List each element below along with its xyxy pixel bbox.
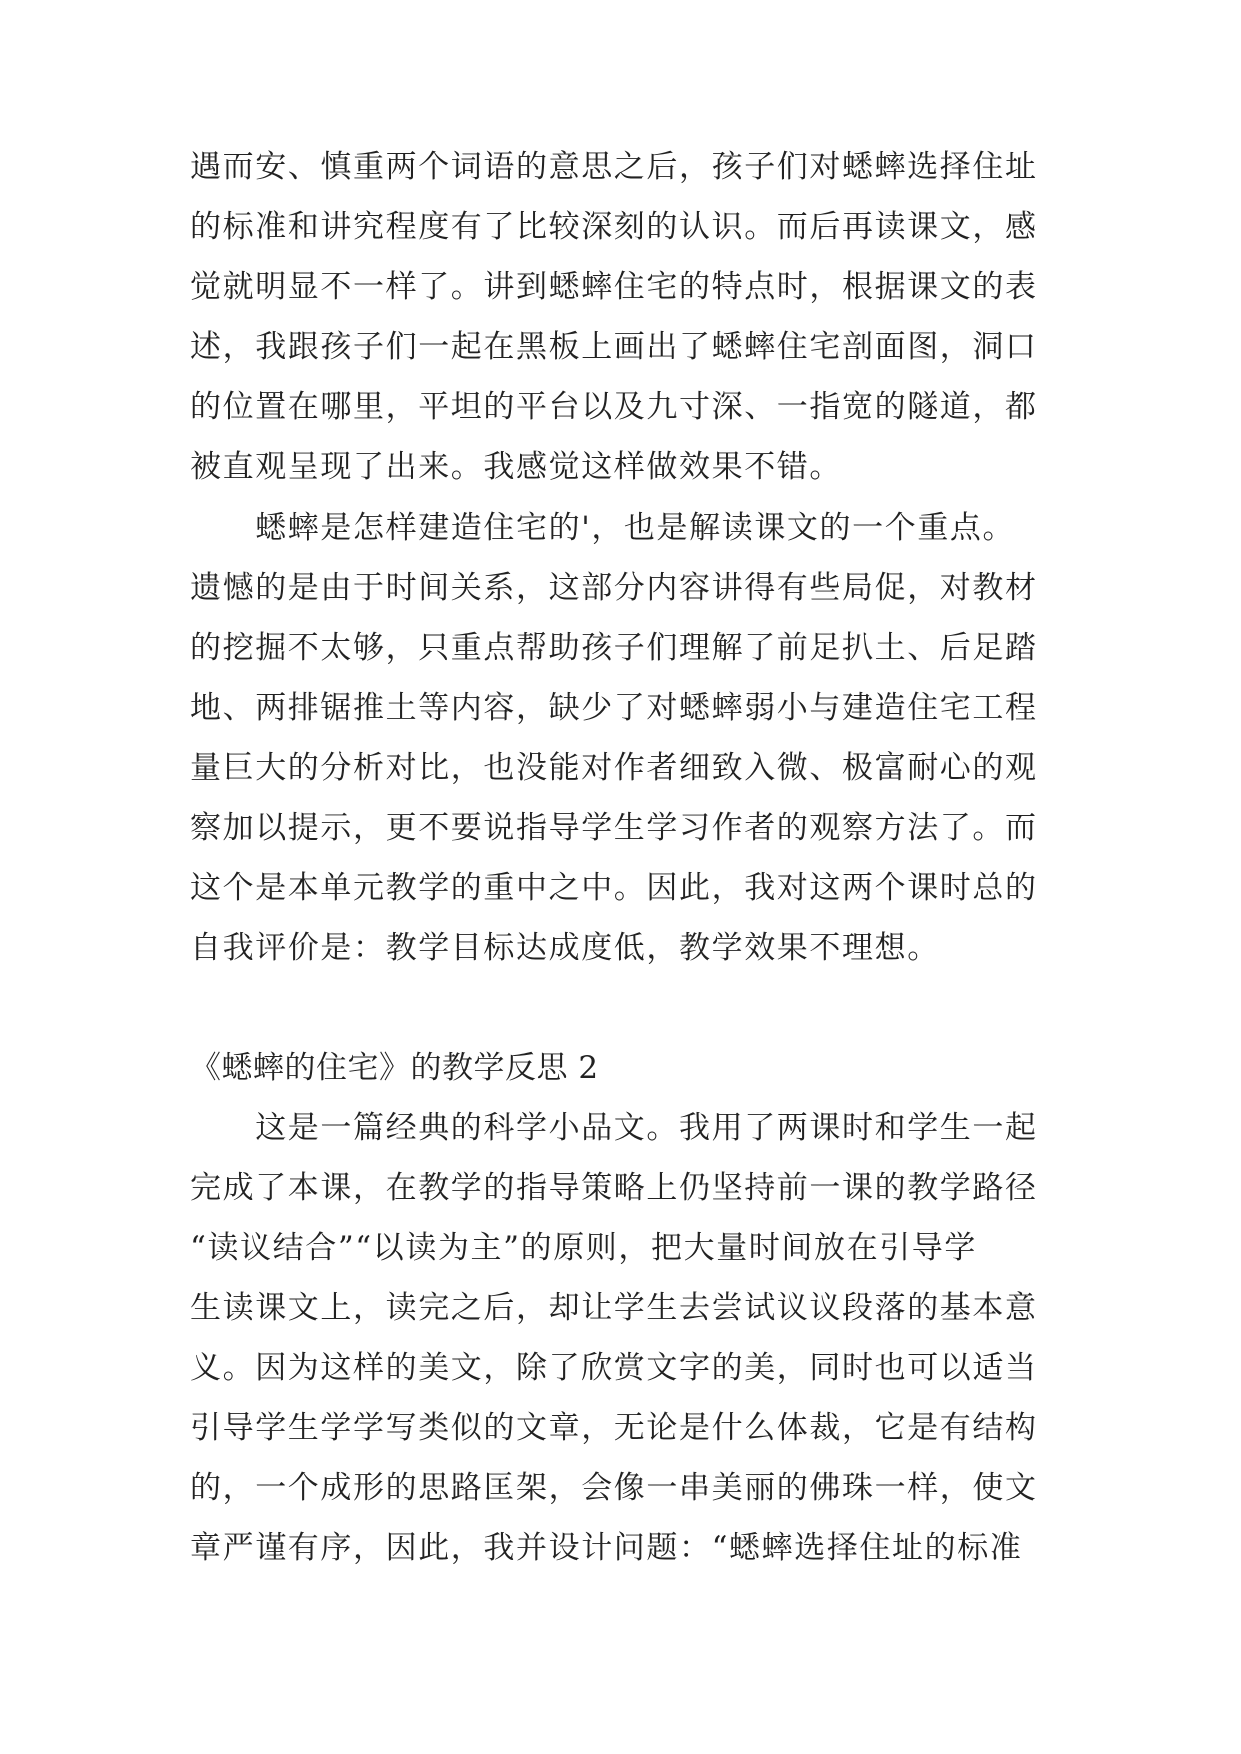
paragraph-1-line-2: 的标准和讲究程度有了比较深刻的认识。而后再读课文，感 xyxy=(190,209,1038,245)
paragraph-3-line-5: 义。因为这样的美文，除了欣赏文字的美，同时也可以适当 xyxy=(190,1350,1038,1386)
paragraph-1-line-6: 被直观呈现了出来。我感觉这样做效果不错。 xyxy=(190,449,842,485)
paragraph-2-line-1: 蟋蟀是怎样建造住宅的'，也是解读课文的一个重点。 xyxy=(190,510,1016,546)
paragraph-2-line-5: 量巨大的分析对比，也没能对作者细致入微、极富耐心的观 xyxy=(190,750,1038,786)
paragraph-3-line-1: 这是一篇经典的科学小品文。我用了两课时和学生一起 xyxy=(190,1110,1038,1146)
paragraph-3-line-8: 章严谨有序，因此，我并设计问题：“蟋蟀选择住址的标准 xyxy=(190,1530,1023,1566)
paragraph-2-line-6: 察加以提示，更不要说指导学生学习作者的观察方法了。而 xyxy=(190,810,1038,846)
paragraph-1-line-1: 遇而安、慎重两个词语的意思之后，孩子们对蟋蟀选择住址 xyxy=(190,149,1038,185)
paragraph-1-line-4: 述，我跟孩子们一起在黑板上画出了蟋蟀住宅剖面图，洞口 xyxy=(190,329,1038,365)
paragraph-2-line-4: 地、两排锯推土等内容，缺少了对蟋蟀弱小与建造住宅工程 xyxy=(190,690,1038,726)
paragraph-1-line-5: 的位置在哪里，平坦的平台以及九寸深、一指宽的隧道，都 xyxy=(190,389,1038,425)
paragraph-3-line-3: “读议结合”“以读为主”的原则，把大量时间放在引导学 xyxy=(190,1230,977,1266)
paragraph-2-line-8: 自我评价是：教学目标达成度低，教学效果不理想。 xyxy=(190,930,940,966)
paragraph-3-line-4: 生读课文上，读完之后，却让学生去尝试议议段落的基本意 xyxy=(190,1290,1038,1326)
section-heading: 《蟋蟀的住宅》的教学反思 2 xyxy=(190,1050,599,1086)
paragraph-1-line-3: 觉就明显不一样了。讲到蟋蟀住宅的特点时，根据课文的表 xyxy=(190,269,1038,305)
paragraph-3-line-6: 引导学生学学写类似的文章，无论是什么体裁，它是有结构 xyxy=(190,1410,1038,1446)
paragraph-3-line-2: 完成了本课，在教学的指导策略上仍坚持前一课的教学路径 xyxy=(190,1170,1038,1206)
paragraph-2-line-7: 这个是本单元教学的重中之中。因此，我对这两个课时总的 xyxy=(190,870,1038,906)
paragraph-2-line-2: 遗憾的是由于时间关系，这部分内容讲得有些局促，对教材 xyxy=(190,570,1038,606)
paragraph-2-line-3: 的挖掘不太够，只重点帮助孩子们理解了前足扒土、后足踏 xyxy=(190,630,1038,666)
paragraph-3-line-7: 的，一个成形的思路匡架，会像一串美丽的佛珠一样，使文 xyxy=(190,1470,1038,1506)
